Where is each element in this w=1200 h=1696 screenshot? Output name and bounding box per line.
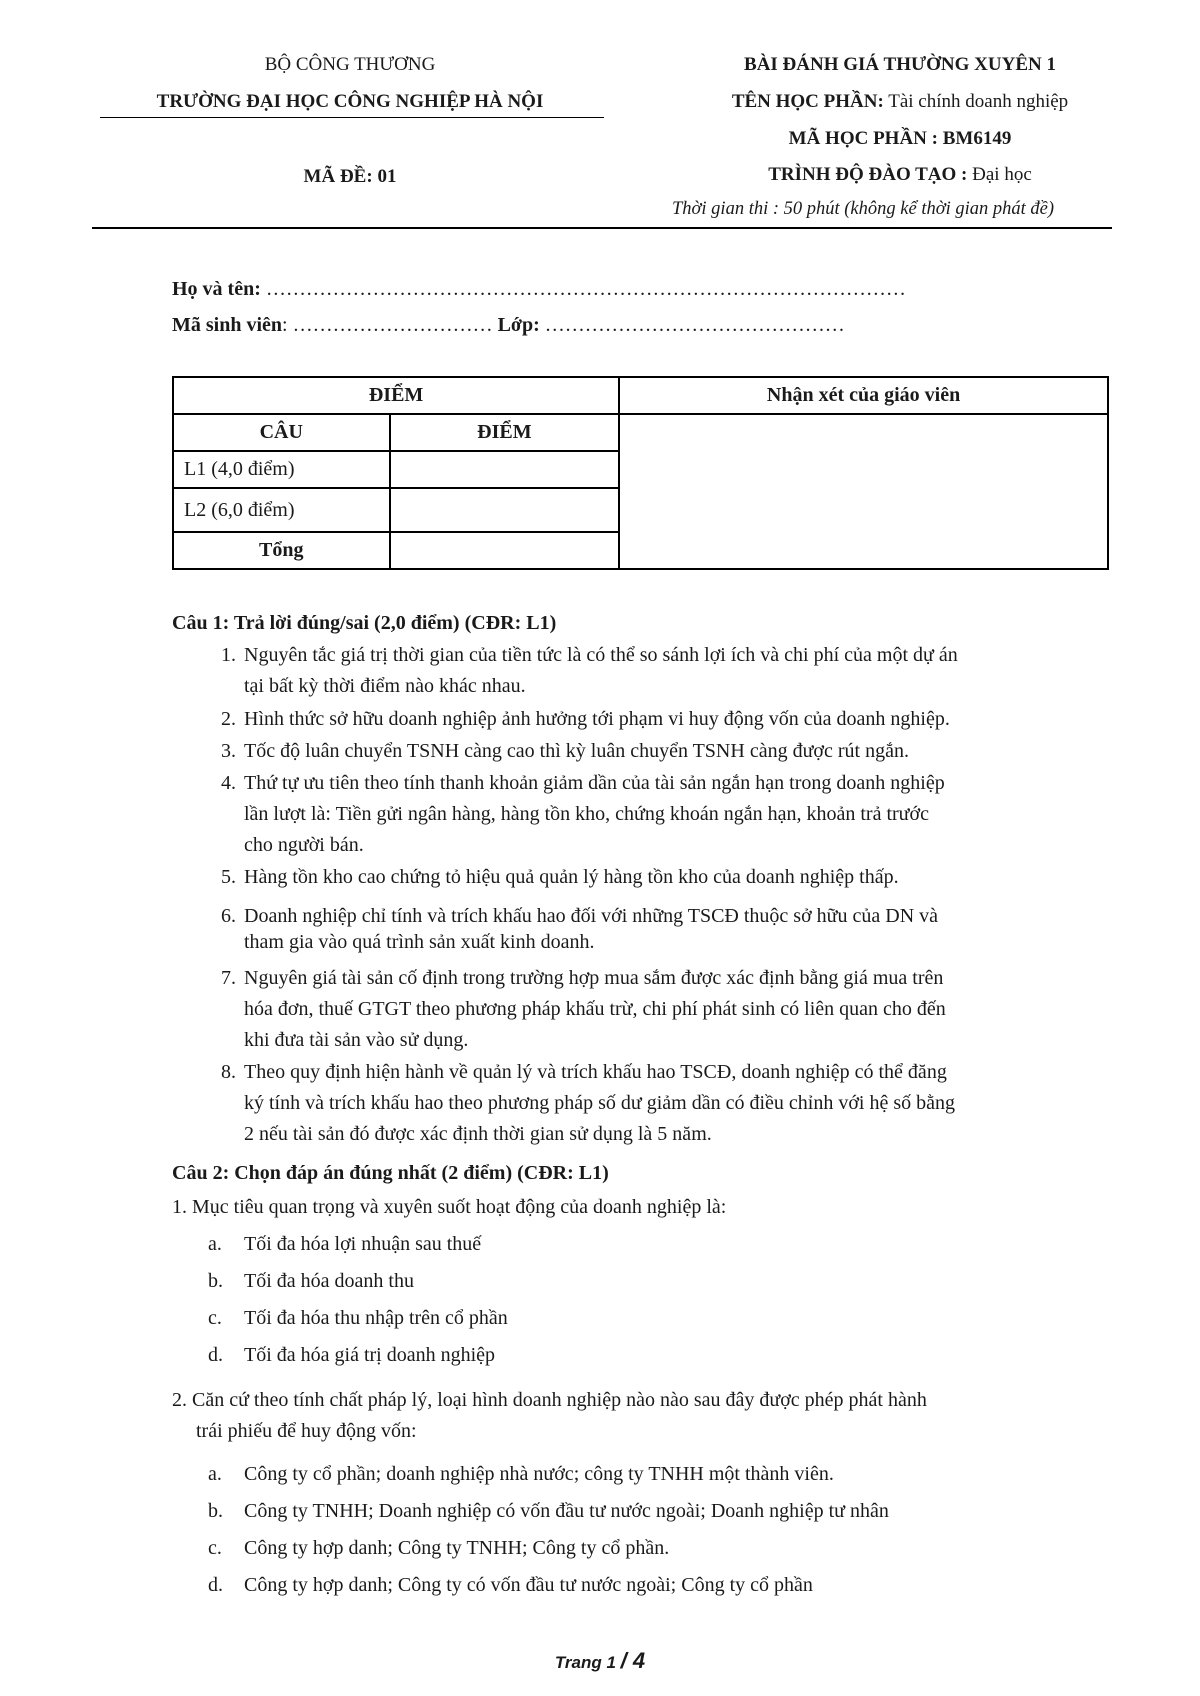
score-table bbox=[172, 376, 1109, 570]
exam-time-note: Thời gian thi : 50 phút (không kể thời gian phát đề) bbox=[672, 199, 1054, 219]
header-divider bbox=[92, 227, 1112, 229]
row-label-l1: L1 (4,0 điểm) bbox=[173, 451, 390, 488]
score-cell-l1[interactable] bbox=[390, 451, 620, 488]
teacher-comment-header: Nhận xét của giáo viên bbox=[619, 377, 1108, 414]
teacher-comment-box[interactable] bbox=[619, 414, 1108, 569]
ministry-name: BỘ CÔNG THƯƠNG bbox=[264, 54, 436, 75]
score-column-header: ĐIỂM bbox=[390, 414, 620, 451]
score-header: ĐIỂM bbox=[173, 377, 619, 414]
row-label-l2: L2 (6,0 điểm) bbox=[173, 488, 390, 532]
q2-sub1-stem: 1. Mục tiêu quan trọng và xuyên suốt hoạt động của doanh nghiệp là: bbox=[172, 1196, 727, 1218]
question2-title: Câu 2: Chọn đáp án đúng nhất (2 điểm) (CĐR: L1) bbox=[172, 1162, 609, 1184]
class-field[interactable]: ……………………………………… bbox=[544, 314, 845, 336]
page-number: Trang 1 / 4 bbox=[554, 1648, 646, 1673]
total-label: Tổng bbox=[173, 532, 390, 569]
course-name: TÊN HỌC PHẦN: Tài chính doanh nghiệp bbox=[731, 91, 1069, 112]
class-label: Lớp: bbox=[497, 314, 540, 336]
university-underline bbox=[100, 117, 604, 118]
total-score-cell[interactable] bbox=[390, 532, 620, 569]
question-column-header: CÂU bbox=[173, 414, 390, 451]
student-name-field[interactable]: Họ và tên: …………………………………………………………………………………… bbox=[172, 278, 906, 300]
course-code: MÃ HỌC PHẦN : BM6149 bbox=[788, 128, 1012, 149]
training-level: TRÌNH ĐỘ ĐÀO TẠO : Đại học bbox=[768, 164, 1032, 185]
question1-title: Câu 1: Trả lời đúng/sai (2,0 điểm) (CĐR: L1) bbox=[172, 612, 557, 634]
student-id-field[interactable]: Mã sinh viên: ………………………… Lớp: ……………………………………… bbox=[172, 314, 845, 336]
score-cell-l2[interactable] bbox=[390, 488, 620, 532]
exam-code: MÃ ĐỀ: 01 bbox=[303, 166, 397, 187]
university-name: TRƯỜNG ĐẠI HỌC CÔNG NGHIỆP HÀ NỘI bbox=[156, 91, 544, 112]
q2-sub2-stem: 2. Căn cứ theo tính chất pháp lý, loại hình doanh nghiệp nào nào sau đây được phép phát hành trái phiếu để huy động vốn: bbox=[172, 1389, 927, 1442]
assessment-title: BÀI ĐÁNH GIÁ THƯỜNG XUYÊN 1 bbox=[744, 54, 1056, 75]
